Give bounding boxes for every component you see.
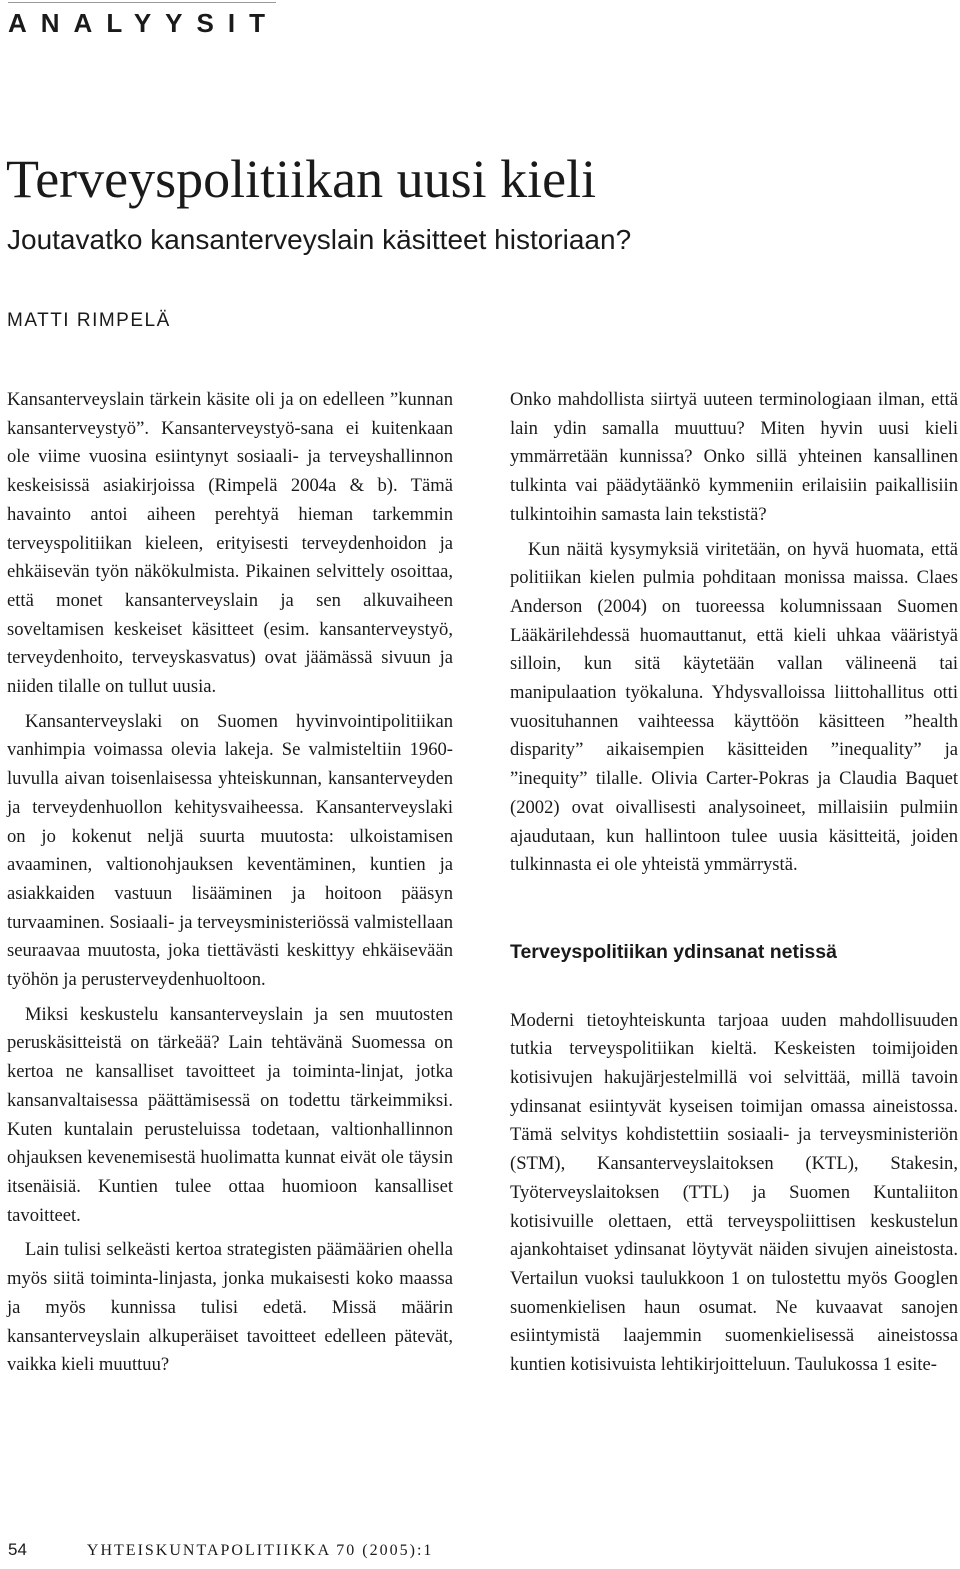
section-label: ANALYYSIT [8,8,279,38]
paragraph: Onko mahdollista siirtyä uuteen terminologiaan ilman, että lain ydin samalla muuttuu? Miten hyvin uusi kieli ymmärretään kunnissa? Onko sillä yhteinen kansallinen tulkinta vai päädytäänkö kymmeniin erilaisiin paikallisiin tulkintoihin samasta lain tekstistä? [510,389,958,525]
paragraph: Lain tulisi selkeästi kertoa strategisten päämäärien ohella myös siitä toiminta-linjasta, jonka mukaisesti koko maassa ja myös kunnissa tulisi edetä. Missä määrin kansanterveyslain alkuperäiset tavoitteet edelleen pätevät, vaikka kieli muuttuu? [7,1239,453,1376]
journal-name: YHTEISKUNTAPOLITIIKKA 70 (2005):1 [86,1542,434,1559]
page-footer [8,1540,433,1560]
header-rule [8,2,276,3]
section-heading: Terveyspolitiikan ydinsanat netissä [510,940,837,963]
paragraph: Kansanterveyslain tärkein käsite oli ja on edelleen ”kunnan kansanterveystyö”. Kansanterveystyö-sana ei kuitenkaan ole viime vuosina esiintynyt sosiaali- ja terveyshallinnon keskeisissä asiakirjoissa (Rimpelä 2004a & b). Tämä havainto antoi aiheen perehtyä hieman tarkemmin terveyspolitiikan kieleen, erityisesti terveydenhoidon ja ehkäisevän työn näkökulmista. Pikainen selvittely osoittaa, että monet kansanterveyslain ja sen alkuvaiheen soveltamisen keskeiset käsitteet (esim. kansanterveystyö, terveydenhoito, terveyskasvatus) ovat jäämässä sivuun ja niiden tilalle on tullut uusia. [7,389,453,698]
paragraph: Kun näitä kysymyksiä viritetään, on hyvä huomata, että politiikan kielen pulmia pohditaan monissa maissa. Claes Anderson (2004) on tuoreessa kolumnissaan Suomen Lääkärilehdessä huomauttanut, että kieli uhkaa vääristyä silloin, kun sitä käytetään vallan välineenä tai manipulaation työkaluna. Yhdysvalloissa liittohallitus otti vuosituhannen vaihteessa käyttöön käsitteen ”health disparity” aikaisempien käsitteiden ”inequality” ja ”inequity” tilalle. Olivia Carter-Pokras ja Claudia Baquet (2002) ovat oivallisesti analysoineet, millaisiin pulmiin ajaudutaan, kun hallintoon tulee uusia käsitteitä, joiden tulkinnasta ei ole yhteistä ymmärrystä. [510,538,958,876]
article-author: MATTI RIMPELÄ [7,310,171,331]
paragraph: Moderni tietoyhteiskunta tarjoaa uuden mahdollisuuden tutkia terveyspolitiikan kieltä. Keskeisten toimijoiden kotisivujen hakujärjestelmillä voi selvittää, millä tavoin ydinsanat esiintyvät kyseisen toimijan omassa aineistossa. Tämä selvitys kohdistettiin sosiaali- ja terveysministeriön (STM), Kansanterveyslaitoksen (KTL), Stakesin, Työterveyslaitoksen (TTL) ja Suomen Kuntaliiton kotisivuille olettaen, että terveyspoliittisen keskustelun ajankohtaiset ydinsanat löytyvät näiden sivujen aineistosta. Vertailun vuoksi taulukkoon 1 on tulostettu myös Googlen suomenkielisen haun osumat. Ne kuvaavat sanojen esiintymistä laajemmin suomenkielisessä aineistossa kuntien kotisivuista lehtikirjoitteluun. Taulukossa 1 esite- [510,1009,958,1376]
article-subtitle: Joutavatko kansanterveyslain käsitteet historiaan? [7,224,632,255]
article-title: Terveyspolitiikan uusi kieli [6,149,597,209]
paragraph: Kansanterveyslaki on Suomen hyvinvointipolitiikan vanhimpia voimassa olevia lakeja. Se valmisteltiin 1960-luvulla aivan toisenlaisessa yhteiskunnan, kansanterveyden ja terveydenhuollon kehitysvaiheessa. Kansanterveyslaki on jo kokenut neljä suurta muutosta: ulkoistamisen avaaminen, valtionohjauksen keventäminen, kuntien ja asiakkaiden vastuun lisääminen ja hoitoon pääsyn turvaaminen. Sosiaali- ja terveysministeriössä valmistellaan seuraavaa muutosta, joka tiettävästi keskittyy ehkäisevään työhön ja perusterveydenhuoltoon. [7,710,453,991]
left-column [7,386,453,1386]
paragraph: Miksi keskustelu kansanterveyslain ja sen muutosten peruskäsitteistä on tärkeää? Lain tehtävänä Suomessa on kertoa ne kansalliset tavoitteet ja toiminta-linjat, jotka kansanvaltaisessa päättämisessä on todettu tärkeimmiksi. Kuten kuntalain perusteluissa todetaan, valtionhallinnon ohjauksen kevenemisestä huolimatta kunnat eivät ole täysin itsenäisiä. Kuntien tulee ottaa huomioon kansalliset tavoitteet. [7,1003,453,1226]
page-number: 54 [8,1540,27,1559]
right-column [510,386,958,1386]
